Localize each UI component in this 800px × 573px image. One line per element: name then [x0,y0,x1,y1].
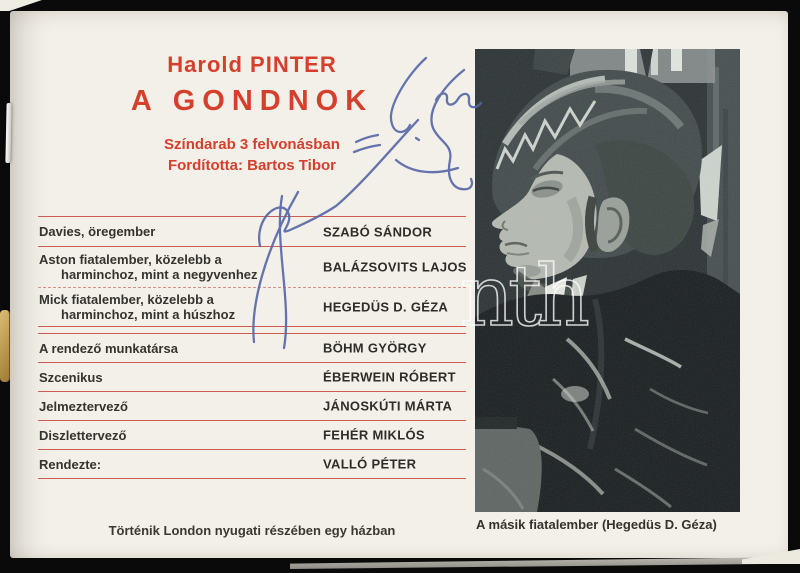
cast-actor: HEGEDÜS D. GÉZA [323,299,449,315]
crew-role: A rendező munkatársa [39,340,178,356]
photo-caption: A másik fiatalember (Hegedüs D. Géza) [476,517,717,532]
table-row [38,363,466,392]
cast-actor: SZABÓ SÁNDOR [323,224,433,239]
crew-person: ÉBERWEIN RÓBERT [323,369,456,385]
crew-table [38,333,466,479]
crew-role: Rendezte: [39,456,102,472]
crew-person: VALLÓ PÉTER [323,456,417,472]
crew-role: Jelmeztervező [39,398,128,414]
svg-text:nth: nth [460,253,584,339]
subtitle-translator: Fordította: Bartos Tibor [167,157,337,174]
binding-clasp-icon [0,310,10,382]
table-row [38,247,466,288]
cast-role: Davies, öregember [39,224,156,239]
cast-role-line2: harminchoz, mint a húszhoz [61,307,236,322]
crew-role: Szcenikus [39,369,103,385]
page-corner [0,0,42,11]
table-row [38,288,466,327]
booklet-page [10,11,788,558]
author-name: Harold PINTER [167,52,337,77]
table-row [38,450,466,479]
subtitle-acts: Színdarab 3 felvonásban [164,136,340,153]
table-row [38,421,466,450]
table-row [38,392,466,421]
crew-person: BÖHM GYÖRGY [323,340,427,356]
cast-actor: BALÁZSOVITS LAJOS [323,259,467,275]
cast-role [38,292,235,322]
under-page-edge [290,557,800,569]
crew-person: FEHÉR MIKLÓS [323,427,425,443]
setting-note: Történik London nyugati részében egy házban [108,523,396,538]
play-title: A GONDNOK [130,85,374,117]
cast-role-line2: harminchoz, mint a negyvenhez [61,267,258,282]
cast-role-line1: Aston fiatalember, közelebb a [39,252,222,267]
cast-table [38,216,466,327]
photo-illustration [475,49,740,512]
production-photo [475,49,740,512]
crew-person: JÁNOSKÚTI MÁRTA [323,398,453,414]
crew-role: Diszlettervező [39,427,127,443]
table-row [38,217,466,247]
cast-role-line1: Mick fiatalember, közelebb a [39,292,214,307]
table-row [38,334,466,363]
cast-role [38,252,258,282]
